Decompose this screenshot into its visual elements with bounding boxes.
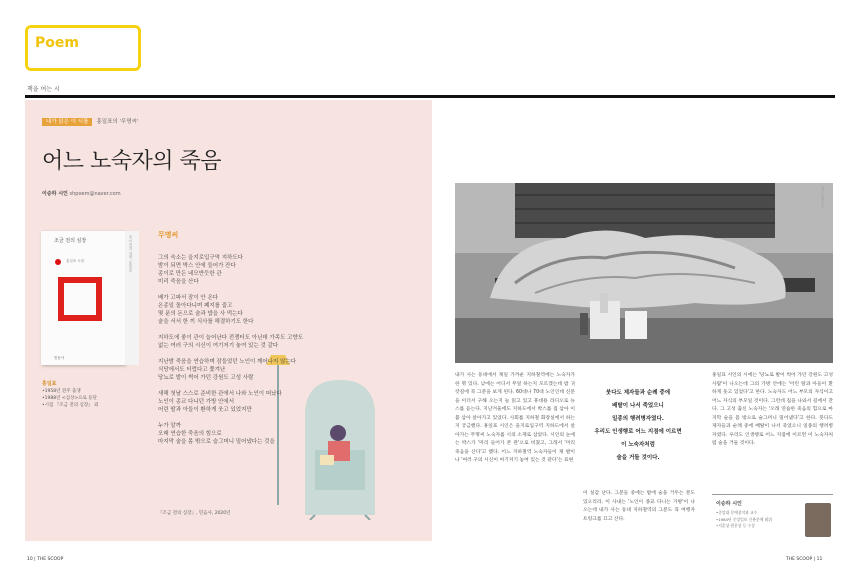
article-title: 어느 노숙자의 죽음 bbox=[42, 149, 222, 174]
book-cover bbox=[41, 231, 125, 365]
poem-body bbox=[158, 254, 303, 446]
poem-line: 노인이 종교 다니던 가방 안에서 bbox=[158, 399, 235, 405]
footnote: 『조금 전의 심장』, 민음사, 2020년 bbox=[158, 511, 231, 516]
photo-credit: 사진=연합뉴스 bbox=[820, 186, 824, 208]
poem-line: 지하도에 좋이 관이 늘어난다 전쟁터도 아닌데 가족도 고향도 bbox=[158, 335, 304, 341]
author-photo bbox=[805, 503, 831, 537]
book-publisher: 민음사 bbox=[54, 356, 65, 360]
poem-line: 배가 고파서 잠이 안 온다 bbox=[158, 295, 219, 301]
poem-line: 온종일 돌아다니며 폐지를 줍고 bbox=[158, 303, 233, 309]
poem-line: 그의 숙소는 을지로입구역 지하도다 bbox=[158, 255, 243, 261]
bio-line: •1988년 <심상>으로 등단 bbox=[42, 396, 97, 401]
folio-right: THE SCOOP | 11 bbox=[786, 557, 823, 562]
folio-left: 10 | THE SCOOP bbox=[27, 557, 64, 562]
article-tag bbox=[42, 117, 138, 125]
section-label: 책을 여는 시 bbox=[27, 86, 60, 93]
author-name: 이승하 시인 bbox=[716, 501, 742, 507]
book-subtitle: 홍일표 시집 bbox=[66, 259, 85, 263]
pull-quote-line: 이 노숙자처럼 bbox=[621, 442, 655, 448]
poem-line: 마지막 술을 몸 밖으로 슬그머니 밀어냈다는 것을 bbox=[158, 439, 275, 445]
pull-quote bbox=[583, 387, 693, 465]
tag-rest: 홍일표의 '무명씨' bbox=[96, 119, 139, 125]
poem-line: 누가 알까 bbox=[158, 423, 182, 429]
pull-quote-line: 술을 거둘 것이다. bbox=[616, 455, 660, 461]
poem-line: 새해 첫날 스스로 준비한 관에서 나와 노인이 떠났다 bbox=[158, 391, 282, 397]
stanza-gap bbox=[158, 286, 303, 294]
bio-line: •시집 『조금 전의 심장』 외 bbox=[42, 403, 99, 408]
poem-line: 밤이 되면 박스 안에 들어가 잔다 bbox=[158, 263, 236, 269]
byline bbox=[42, 190, 121, 197]
pull-quote-line: 붓다도 제자들과 순례 중에 bbox=[605, 390, 671, 396]
author-bio-line: •1984년 중앙일보 신춘문예 데뷔 bbox=[716, 516, 772, 522]
section-logo-text: Poem bbox=[35, 35, 79, 51]
header-rule bbox=[25, 95, 835, 98]
section-logo-box bbox=[25, 25, 141, 71]
pull-quote-line: 일종의 행려병자였다. bbox=[612, 416, 664, 422]
author-bio-line: •중앙대 문예창작과 교수 bbox=[716, 510, 758, 515]
bio-line: •1958년 전주 출생 bbox=[42, 389, 81, 394]
author-bio bbox=[716, 510, 772, 530]
poem-line: 술을 서서 한 끼 식사를 해결하기도 한다 bbox=[158, 319, 254, 325]
poem-line: 식당에서도 터럽다고 쫓겨난 bbox=[158, 367, 226, 373]
stanza-gap bbox=[158, 326, 303, 334]
body-column-2: 이 실감 난다. 그분들 중에는 밤에 술을 거두는 분도 있으리라. 이 사내는 '노인이 종교 다니는 가방'이 나오는데 내가 사는 동네 지하철역의 그분도 꼭 여행자 트렁크를 끄고 산다. bbox=[583, 491, 695, 522]
book-spine-text: 조금 전의 심장 · 홍일표 bbox=[129, 235, 133, 273]
poem-line: 오래 연습한 죽음의 힘으로 bbox=[158, 431, 222, 437]
poet-bio bbox=[42, 381, 99, 409]
stanza-gap bbox=[158, 414, 303, 422]
red-dot-icon bbox=[55, 259, 61, 265]
poem-line: 미리 죽음을 산다 bbox=[158, 279, 199, 285]
poem-line: 지난밤 죽음을 연습하며 잠들었던 노인이 깨어나지 않는다 bbox=[158, 359, 297, 365]
author-bio-line: •지훈상·편운상 등 수상 bbox=[716, 523, 755, 528]
stanza-gap bbox=[158, 350, 303, 358]
byline-name: 이승하 시인 bbox=[42, 191, 68, 197]
body-column-3: 홍일표 시인의 시에는 '당뇨로 발이 썩어 가던 강원도 고성 사람'이 나오는데 그의 가방 안에는 '어린 딸과 아들이 환하게 웃고 있었다'고 한다. 노숙자도 어느 부모의 자식이고 어느 자식의 부모일 것이다. 그런데 집을 나와서 길에서 잔다. 그 고성 출신 노숙자는 '오래 연습한 죽음의 힘으로 마지막 술을 몸 밖으로 슬그머니 밀어냈다'고 한다. 붓다도 제자들과 순례 중에 배탈이 나서 죽었으니 일종의 행려병자였다. 우리도 인생행로 어느 지점에 이르면 이 노숙자처럼 술을 거둘 것이다. bbox=[712, 373, 833, 446]
tag-highlight: 내가 읽은 이 시를 bbox=[42, 118, 92, 126]
poem-line: 종이로 만든 네모반듯한 관 bbox=[158, 271, 222, 277]
book-spine bbox=[125, 231, 139, 365]
book-title: 조금 전의 심장 bbox=[54, 238, 87, 244]
poem-line: 당뇨로 발이 썩어 가던 강원도 고성 사람 bbox=[158, 375, 254, 381]
byline-email: shpoem@naver.com bbox=[69, 191, 121, 197]
poem-title: 무명씨 bbox=[158, 231, 179, 239]
poem-line: 어린 딸과 아들이 환하게 웃고 있었지만 bbox=[158, 407, 252, 413]
author-box bbox=[712, 494, 833, 543]
bio-heading: 홍일표 bbox=[42, 381, 57, 387]
body-column-1: 내가 사는 동네에서 제일 가까운 지하철역에는 노숙자가 한 명 있다. 낮에는 어디서 무얼 하는지 모르겠는데 밤 귀갓길에 꼭 그분을 보게 된다. 60대나 70대 노인인데 신문을 이더서 구해 오는지 늘 읽고 있고 휴대용 라디오로 뉴스를 듣는다. 지난겨울에도 지하도에서 박스를 집 삼아 이불 삼아 살아가고 있었다. 사회를 지하철 화장실에서 하는지 궁금했다. 홍일표 시인은 을지로입구역 지하도에서 살아가는 무명씨 노숙자를 시의 소재로 삼았다. 시인의 눈에는 박스가 '미리 들어가 본 관'으로 비쳤고, 그래서 '미리 죽음을 산다'고 했다. 어느 지하철역 노숙자들이 제 발이나 '여러 구의 시신이 여기저기 놓여 있는 것 같다'는 표현 bbox=[455, 373, 575, 463]
stanza-gap bbox=[158, 382, 303, 390]
pull-quote-line: 우리도 인생행로 어느 지점에 이르면 bbox=[594, 429, 682, 435]
poem-line: 몇 푼의 돈으로 술과 밥을 사 먹는다 bbox=[158, 311, 243, 317]
pull-quote-line: 배탈이 나서 죽었으니 bbox=[612, 403, 664, 409]
photo-illustration bbox=[455, 183, 833, 363]
red-square-icon bbox=[58, 277, 102, 321]
homeless-sleeping-photo bbox=[455, 183, 833, 363]
poem-line: 없는 여러 구의 시신이 여기저기 놓여 있는 것 같다 bbox=[158, 343, 279, 349]
